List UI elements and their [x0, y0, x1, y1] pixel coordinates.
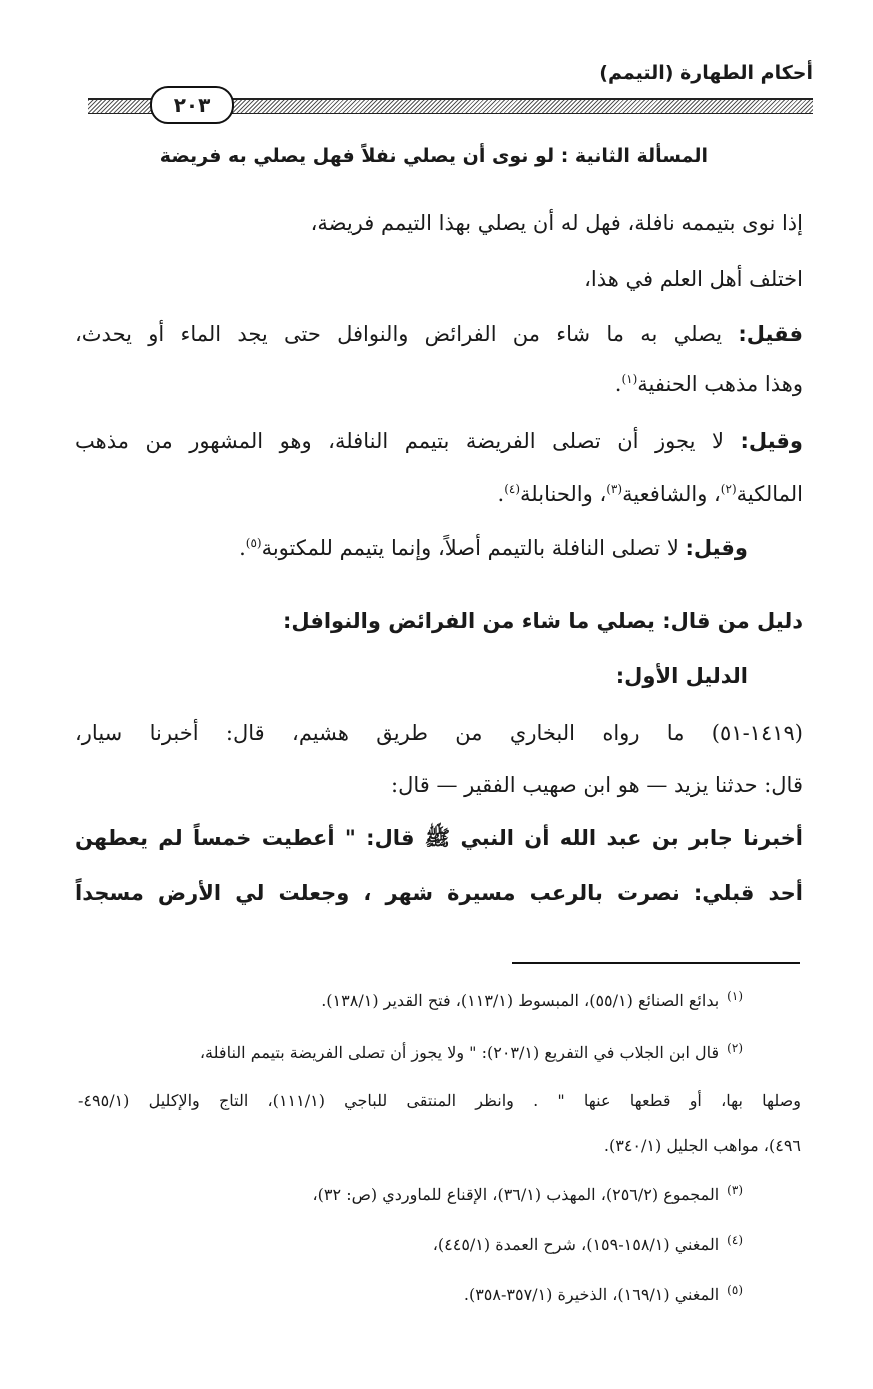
footnote-ref: (٢): [720, 482, 737, 496]
opinion-lead: وقيل:: [685, 536, 748, 560]
footnote-ref: (٣): [606, 482, 623, 496]
footnote-1: [321, 988, 743, 1015]
opinion-1-line-2: [615, 368, 803, 400]
footnote-number: (٢): [727, 1041, 743, 1055]
opinion-text: لا يجوز أن تصلى الفريضة بتيمم النافلة، وهو المشهور من مذهب: [75, 429, 741, 453]
footnote-ref: (٤): [504, 482, 521, 496]
hadith-line-4: أحد قبلي: نصرت بالرعب مسيرة شهر ، وجعلت لي الأرض مسجداً: [75, 881, 803, 905]
footnote-number: (٤): [727, 1233, 743, 1247]
footnote-text: قال ابن الجلاب في التفريع (٢٠٣/١): " ولا يجوز أن تصلى الفريضة بتيمم النافلة،: [199, 1043, 720, 1062]
paragraph-line: اختلف أهل العلم في هذا،: [584, 267, 803, 291]
footnote-2-line-1: [200, 1040, 743, 1067]
footnote-text: المغني (١٦٩/١)، الذخيرة (٣٥٧/١-٣٥٨).: [463, 1285, 720, 1304]
footnote-number: (٥): [727, 1283, 743, 1297]
punctuation: .: [497, 482, 505, 506]
section-title: المسألة الثانية : لو نوى أن يصلي نفلاً فهل يصلي به فريضة: [159, 145, 708, 167]
punctuation: .: [614, 372, 622, 396]
paragraph-line: إذا نوى بتيممه نافلة، فهل له أن يصلي بهذا التيمم فريضة،: [310, 211, 803, 235]
hadith-line-3: أخبرنا جابر بن عبد الله أن النبي ﷺ قال: " أعطيت خمساً لم يعطهن: [75, 826, 803, 850]
opinion-lead: وقيل:: [740, 429, 803, 453]
footnote-ref: (١): [621, 372, 638, 386]
footnote-text: المجموع (٢٥٦/٢)، المهذب (٣٦/١)، الإقناع للماوردي (ص: ٣٢)،: [312, 1185, 720, 1204]
hadith-line-1: (١٤١٩-٥١) ما رواه البخاري من طريق هشيم، قال: أخبرنا سيار،: [75, 721, 803, 745]
footnote-number: (١): [727, 989, 743, 1003]
footnote-number: (٣): [727, 1183, 743, 1197]
opinion-2-line-2: [498, 478, 803, 510]
footnote-3: [313, 1182, 743, 1209]
first-evidence-heading: الدليل الأول:: [615, 664, 748, 688]
footnote-5: [464, 1282, 743, 1309]
footnote-text: بدائع الصنائع (٥٥/١)، المبسوط (١١٣/١)، فتح القدير (١٣٨/١).: [321, 991, 720, 1010]
opinion-text: يصلي به ما شاء من الفرائض والنوافل حتى يجد الماء أو يحدث،: [75, 322, 739, 346]
running-title: أحكام الطهارة (التيمم): [599, 62, 813, 84]
opinion-3-line: [239, 532, 748, 564]
footnote-text: المغني (١٥٨/١-١٥٩)، شرح العمدة (٤٤٥/١)،: [432, 1235, 720, 1254]
footnote-4: [433, 1232, 743, 1259]
opinion-2-line-1: [75, 425, 803, 457]
opinion-text: المالكية: [736, 482, 803, 506]
opinion-text: وهذا مذهب الحنفية: [637, 372, 803, 396]
opinion-text: لا تصلى النافلة بالتيمم أصلاً، وإنما يتيمم للمكتوبة: [261, 536, 686, 560]
punctuation: .: [239, 536, 246, 560]
opinion-text: ، والحنابلة: [520, 482, 607, 506]
opinion-lead: فقيل:: [738, 322, 803, 346]
footnote-2-line-2: وصلها بها، أو قطعها عنها " . وانظر المنتقى للباجي (١١١/١)، التاج والإكليل (٤٩٥/١-: [78, 1091, 801, 1110]
opinion-1-line-1: [75, 318, 803, 350]
hadith-line-2: قال: حدثنا يزيد — هو ابن صهيب الفقير — قال:: [391, 773, 803, 797]
footnote-2-line-3: ٤٩٦)، مواهب الجليل (٣٤٠/١).: [603, 1136, 801, 1155]
page-number: ٢٠٣: [150, 86, 234, 124]
footnote-ref: (٥): [245, 536, 262, 550]
footnote-separator: [512, 962, 800, 964]
evidence-heading: دليل من قال: يصلي ما شاء من الفرائض والنوافل:: [282, 609, 803, 633]
opinion-text: ، والشافعية: [622, 482, 721, 506]
